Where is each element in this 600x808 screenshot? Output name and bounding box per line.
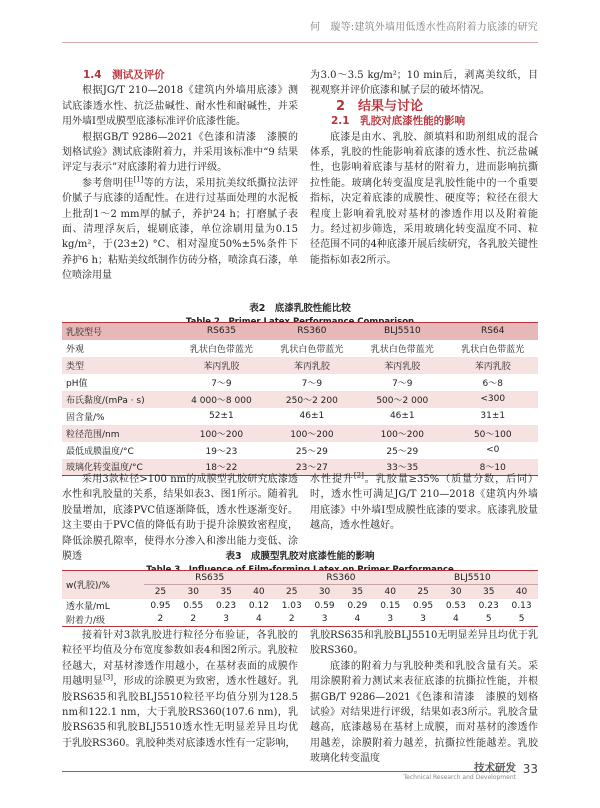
table-cell: 500～2 000 (376, 395, 429, 406)
table-cell: 3 (223, 614, 229, 625)
footer-rule (62, 771, 508, 772)
row-label: 玻璃化转变温度/°C (66, 463, 143, 474)
table-cell: 100～200 (380, 429, 424, 440)
table-cell: 0.53 (445, 600, 466, 611)
paragraph-continued (310, 472, 538, 534)
table-cell: 乳状白色带蓝光 (189, 344, 253, 355)
right-column-bottom (310, 628, 538, 767)
table-cell: 2 (190, 614, 197, 625)
paragraph-part: 参考詹明佳 (82, 177, 134, 189)
table-cell: 3 (321, 614, 328, 625)
table3-caption-zh: 表3 成膜型乳胶对底漆性能的影响 (225, 551, 375, 562)
table-cell: RS360 (297, 326, 327, 337)
table-cell: 18～22 (205, 463, 238, 474)
table-cell: 4 (453, 614, 459, 625)
table-cell: 25～29 (386, 446, 419, 457)
column-header: 35 (341, 585, 374, 599)
paragraph: 底漆是由水、乳胶、颜填料和助剂组成的混合体系，乳胶的性能影响着底漆的透水性、抗泛盐碱性，也影响着底漆与基材的附着力，进而影响抗撕拉性能。玻璃化转变温度是乳胶性能中的一个重要指标，决定着底漆的成膜性、硬度等；粒径在很大程度上影响着乳胶对基材的渗透作用以及附着能力。经过初步筛选，采用玻璃化转变温度不同、粒径范围不同的4种底漆开展后续研究，各乳胶关键性能指标如表2所示。 (310, 131, 538, 266)
table-cell: 0.29 (347, 600, 368, 611)
column-header: 40 (242, 585, 275, 599)
table-cell: 苯丙乳胶 (474, 361, 511, 372)
paragraph-part: 水性提升 (310, 474, 354, 485)
table-cell: 7～9 (211, 378, 232, 389)
table-cell: 2 (157, 614, 164, 625)
table-cell: 250～2 200 (285, 395, 338, 406)
table-cell: 0.23 (478, 600, 499, 611)
paragraph-part: ，形成的涂膜更为致密，透水性越好。乳胶RS635和乳胶BLJ5510粒径平均值分别为128.5 nm和122.1 nm，大于乳胶RS360(107.6 nm)，乳胶RS635和乳胶BLJ5510透水性无明显差异且均优于乳胶RS360。乳胶种类对底漆透水性有一定影响， (62, 676, 299, 749)
paragraph: 根据GB/T 9286—2021《色漆和清漆 漆膜的划格试验》测试底漆附着力，并采用该标准中“9 结果评定与表示”对底漆附着力进行评级。 (62, 131, 298, 174)
column-header: 40 (374, 585, 407, 599)
table-cell: 4 000～8 000 (191, 395, 252, 406)
paragraph-part: 。乳胶量≥35%（质量分数，后同）时，透水性可满足JG/T 210—2018《建筑内外墙用底漆》中外墙Ⅰ型成膜性底漆的要求。底漆乳胶量越高，透水性越好。 (310, 474, 539, 532)
column-header: 35 (210, 585, 243, 599)
section-heading-2: 2 结果与讨论 (336, 98, 424, 114)
table-row (62, 374, 538, 391)
paragraph: 采用3款粒径>100 nm的成膜型乳胶研究底漆透水性和乳胶量的关系，结果如表3、图1所示。随着乳胶量增加，底漆PVC值逐渐降低，透水性逐渐变好。这主要由于PVC值的降低有助于提升涂膜致密程度，降低涂膜孔隙率，使得水分渗入和渗出能力变低、涂膜透 (62, 474, 298, 563)
paragraph (62, 176, 298, 284)
table-cell: 苯丙乳胶 (384, 361, 421, 372)
table-cell: <0 (486, 445, 500, 455)
row-label: 附着力/级 (66, 615, 106, 626)
table-row (62, 599, 538, 613)
table-cell: 乳状白色带蓝光 (461, 344, 525, 355)
left-column-bottom (62, 628, 298, 751)
table-cell: 乳状白色带蓝光 (370, 344, 434, 355)
table3 (62, 570, 538, 627)
table-cell: 乳状白色带蓝光 (280, 344, 344, 355)
header-rule (62, 42, 538, 43)
table-cell: 5 (518, 614, 525, 625)
running-header-text: 何 璇等:建筑外墙用低透水性高附着力底漆的研究 (310, 22, 538, 33)
table-cell: <300 (480, 394, 506, 404)
row-label: 透水量/mL (66, 602, 110, 612)
row-label: 类型 (66, 361, 85, 372)
column-header: 35 (472, 585, 505, 599)
table-cell: 33～35 (386, 463, 419, 474)
row-label: 最低成膜温度/°C (66, 446, 134, 457)
table-cell: 0.55 (183, 600, 204, 611)
table-cell: 0.23 (216, 600, 237, 611)
column-header: 30 (177, 585, 210, 599)
running-header (0, 18, 600, 40)
table-cell: 8～10 (479, 463, 506, 474)
paragraph: 底漆的附着力与乳胶种类和乳胶含量有关。采用涂膜附着力测试来表征底漆的抗撕拉性能，并根据GB/T 9286—2021《色漆和清漆 漆膜的划格试验》对结果进行评级，结果如表3所示。乳胶含量越高，底漆越易在基材上成膜，而对基材的渗透作用越差，涂膜附着力越差，抗撕拉性能越差。乳胶玻璃化转变温度 (310, 660, 538, 765)
table-cell: 1.03 (281, 600, 302, 611)
table-header-row (62, 571, 538, 585)
table-row (62, 323, 538, 340)
table-cell: 3 (387, 614, 394, 625)
column-group-header: BLJ5510 (407, 571, 538, 585)
table-row (62, 357, 538, 374)
row-label: 外观 (66, 344, 85, 355)
table-cell: 52±1 (209, 411, 234, 421)
table-row (62, 408, 538, 425)
table-cell: 7～9 (301, 378, 323, 389)
citation: [1] (133, 175, 144, 184)
row-label: 粒径范围/nm (66, 429, 120, 440)
paragraph-continued: 为3.0～3.5 kg/m²；10 min后，剥离美纹纸，目视观察并评价底漆和腻子层的破坏情况。 (310, 70, 538, 97)
table-cell: 0.13 (511, 600, 532, 611)
section-heading-2-1: 2.1 乳胶对底漆性能的影响 (331, 115, 466, 128)
column-header: 25 (275, 585, 308, 599)
table-row (62, 340, 538, 357)
paragraph (62, 628, 298, 751)
table-cell: 23～27 (295, 463, 328, 474)
column-group-header: RS635 (144, 571, 275, 585)
table-cell: 苯丙乳胶 (203, 361, 240, 372)
table-cell: 0.12 (248, 600, 269, 611)
table-cell: 50～100 (473, 429, 512, 440)
row-label: 布氏黏度/(mPa · s) (66, 395, 145, 406)
table-row (62, 442, 538, 459)
table-cell: 19～23 (205, 446, 238, 457)
table2-caption-zh: 表2 底漆乳胶性能比较 (249, 303, 351, 314)
right-column-top (310, 68, 538, 268)
right-column-middle (310, 472, 538, 534)
table-cell: 0.59 (314, 600, 335, 611)
table-cell: BLJ5510 (383, 326, 421, 337)
column-header: 25 (407, 585, 440, 599)
citation: [3] (103, 673, 114, 682)
table-cell: 46±1 (389, 411, 415, 421)
row-label: 固含量/% (66, 412, 105, 423)
table-cell: 100～200 (199, 429, 244, 440)
left-column-top (62, 68, 298, 284)
table-cell: 3 (420, 614, 426, 625)
row-label: pH值 (66, 378, 88, 389)
table-cell: 6～8 (482, 378, 503, 389)
table-cell: RS64 (481, 326, 505, 337)
table-cell: 46±1 (299, 411, 325, 421)
table-cell: 4 (354, 614, 361, 625)
column-header: 30 (308, 585, 341, 599)
paragraph-continued: 乳胶RS635和乳胶BLJ5510无明显差异且均优于乳胶RS360。 (310, 630, 538, 657)
table-cell: 4 (256, 614, 262, 625)
table-cell: 5 (485, 614, 492, 625)
column-group-header: RS360 (275, 571, 406, 585)
section-heading-1-4: 1.4 测试及评价 (83, 69, 165, 81)
table2-caption-en: Table 2 Primer Latex Performance Comparison (185, 317, 415, 327)
column-header: 25 (144, 585, 177, 599)
page-number: 33 (522, 762, 538, 776)
column-header: 40 (505, 585, 538, 599)
table-cell: 0.95 (413, 600, 434, 611)
paragraph-part: 等的方法，采用抗美纹纸撕拉法评价腻子与底漆的适配性。在进行过基面处理的水泥板上批刮1～2 mm厚的腻子，养护24 h；打磨腻子表面、清理浮灰后，辊刷底漆，单位涂刷用量为0.15 kg/m²，于(23±2) °C、相对湿度50%±5%条件下养护6 h；粘贴美纹纸制作仿砖分格，喷涂真石漆，单位喷涂用量 (62, 177, 299, 282)
table-cell: 苯丙乳胶 (293, 361, 330, 372)
table-row (62, 613, 538, 627)
journal-section-name-en: Technical Research and Development (403, 774, 516, 781)
journal-section-name: 技术研发 (474, 762, 516, 774)
table-cell: 2 (288, 614, 295, 625)
table-cell: 25～29 (295, 446, 328, 457)
table-cell: RS635 (206, 326, 237, 337)
column-header: 30 (439, 585, 472, 599)
citation: [2] (353, 471, 364, 480)
paragraph: 根据JG/T 210—2018《建筑内外墙用底漆》测试底漆透水性、抗泛盐碱性、耐水性和耐碱性，并采用外墙Ⅰ型成膜型底漆标准评价底漆性能。 (62, 85, 298, 128)
table-cell: 31±1 (480, 411, 506, 421)
row-header-label: w(乳胶)/% (62, 571, 144, 599)
row-label: 乳胶型号 (66, 327, 103, 338)
table-row (62, 425, 538, 442)
table-row (62, 391, 538, 408)
table-cell: 0.95 (150, 600, 171, 611)
table-cell: 7～9 (392, 378, 413, 389)
table-cell: 0.15 (380, 600, 401, 611)
table2 (62, 322, 538, 476)
paragraph-part: 接着针对3款乳胶进行粒径分布验证，各乳胶的粒径平均值及分布宽度参数如表4和图2所示。乳胶粒径越大，对基材渗透作用越小，在基材表面的成膜作用越明显 (62, 630, 298, 688)
table-cell: 100～200 (290, 429, 334, 440)
